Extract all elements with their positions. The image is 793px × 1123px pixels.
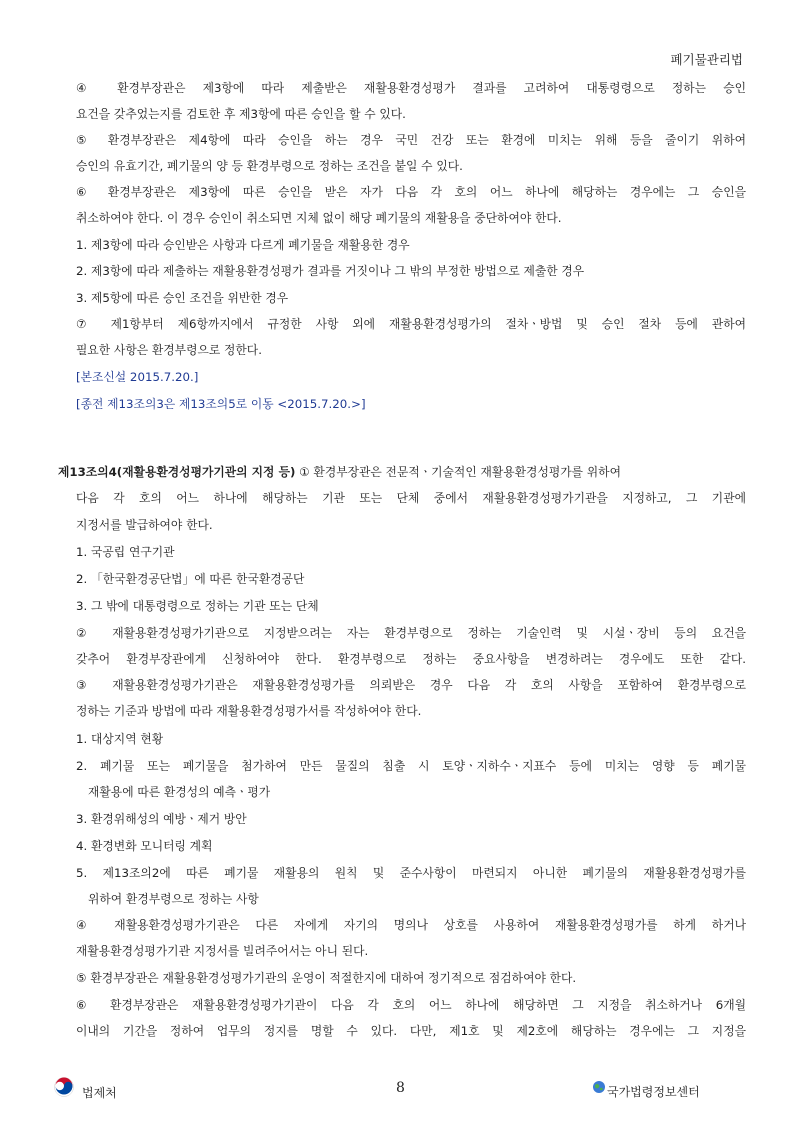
- article-item-1: 1. 국공립 연구기관: [76, 545, 175, 559]
- article-paragraph-2-line2: 갖추어 환경부장관에게 신청하여야 한다. 환경부령으로 정하는 중요사항을 변경하려는 경우에도 또한 같다.: [76, 652, 746, 666]
- paragraph-7-line1: ⑦ 제1항부터 제6항까지에서 규정한 사항 외에 재활용환경성평가의 절차ㆍ방법 및 승인 절차 등에 관하여: [76, 317, 746, 331]
- page-header: 폐기물관리법: [670, 52, 743, 67]
- page-number: 8: [396, 1080, 405, 1096]
- amendment-note-moved: [종전 제13조의3은 제13조의5로 이동 <2015.7.20.>]: [76, 397, 366, 411]
- paragraph-5-line1: ⑤ 환경부장관은 제4항에 따라 승인을 하는 경우 국민 건강 또는 환경에 미치는 위해 등을 줄이기 위하여: [76, 133, 746, 147]
- globe-icon: [592, 1080, 606, 1094]
- article-item-5-line2: 위하여 환경부령으로 정하는 사항: [88, 892, 259, 906]
- article-paragraph-3-line2: 정하는 기준과 방법에 따라 재활용환경성평가서를 작성하여야 한다.: [76, 704, 422, 718]
- article-item-3: 3. 환경위해성의 예방ㆍ제거 방안: [76, 812, 247, 826]
- article-item-4: 4. 환경변화 모니터링 계획: [76, 839, 213, 853]
- article-paragraph-6-line2: 이내의 기간을 정하여 업무의 정지를 명할 수 있다. 다만, 제1호 및 제2호에 해당하는 경우에는 그 지정을: [76, 1024, 746, 1038]
- paragraph-6-line2: 취소하여야 한다. 이 경우 승인이 취소되면 지체 없이 해당 폐기물의 재활용을 중단하여야 한다.: [76, 211, 562, 225]
- article-line: 지정서를 발급하여야 한다.: [76, 518, 213, 532]
- article-item-1: 1. 대상지역 현황: [76, 732, 164, 746]
- article-item-2: 2. 「한국환경공단법」에 따른 한국환경공단: [76, 572, 305, 586]
- article-13-4-heading: [58, 464, 746, 480]
- amendment-note-new: [본조신설 2015.7.20.]: [76, 370, 199, 384]
- paragraph-5-line2: 승인의 유효기간, 폐기물의 양 등 환경부령으로 정하는 조건을 붙일 수 있다.: [76, 159, 463, 173]
- article-item-2-line1: 2. 폐기물 또는 폐기물을 첨가하여 만든 물질의 침출 시 토양ㆍ지하수ㆍ지표수 등에 미치는 영향 등 폐기물: [76, 759, 746, 773]
- article-paragraph-6-line1: ⑥ 환경부장관은 재활용환경성평가기관이 다음 각 호의 어느 하나에 해당하면 그 지정을 취소하거나 6개월: [76, 998, 746, 1012]
- article-paragraph-2-line1: ② 재활용환경성평가기관으로 지정받으려는 자는 환경부령으로 정하는 기술인력 및 시설ㆍ장비 등의 요건을: [76, 626, 746, 640]
- paragraph-6-line1: ⑥ 환경부장관은 제3항에 따른 승인을 받은 자가 다음 각 호의 어느 하나에 해당하는 경우에는 그 승인을: [76, 185, 746, 199]
- article-line: 다음 각 호의 어느 하나에 해당하는 기관 또는 단체 중에서 재활용환경성평가기관을 지정하고, 그 기관에: [76, 491, 746, 505]
- item-2: 2. 제3항에 따라 제출하는 재활용환경성평가 결과를 거짓이나 그 밖의 부정한 방법으로 제출한 경우: [76, 264, 585, 278]
- article-item-3: 3. 그 밖에 대통령령으로 정하는 기관 또는 단체: [76, 599, 319, 613]
- footer-ministry-name: 법제처: [82, 1086, 117, 1100]
- footer-center-name: 국가법령정보센터: [607, 1085, 700, 1099]
- paragraph-4-line2: 요건을 갖추었는지를 검토한 후 제3항에 따른 승인을 할 수 있다.: [76, 107, 406, 121]
- item-1: 1. 제3항에 따라 승인받은 사항과 다르게 폐기물을 재활용한 경우: [76, 238, 410, 252]
- article-paragraph-3-line1: ③ 재활용환경성평가기관은 재활용환경성평가를 의뢰받은 경우 다음 각 호의 사항을 포함하여 환경부령으로: [76, 678, 746, 692]
- korea-government-emblem-icon: [54, 1077, 74, 1097]
- article-paragraph-5: ⑤ 환경부장관은 재활용환경성평가기관의 운영이 적절한지에 대하여 정기적으로 점검하여야 한다.: [76, 971, 577, 985]
- article-first-line: ① 환경부장관은 전문적ㆍ기술적인 재활용환경성평가를 위하여: [295, 465, 621, 479]
- paragraph-4-line1: ④ 환경부장관은 제3항에 따라 제출받은 재활용환경성평가 결과를 고려하여 대통령령으로 정하는 승인: [76, 81, 746, 95]
- article-item-2-line2: 재활용에 따른 환경성의 예측ㆍ평가: [88, 785, 271, 799]
- article-paragraph-4-line2: 재활용환경성평가기관 지정서를 빌려주어서는 아니 된다.: [76, 944, 369, 958]
- paragraph-7-line2: 필요한 사항은 환경부령으로 정한다.: [76, 343, 262, 357]
- article-title: 제13조의4(재활용환경성평가기관의 지정 등): [58, 465, 296, 479]
- article-item-5-line1: 5. 제13조의2에 따른 폐기물 재활용의 원칙 및 준수사항이 마련되지 아니한 폐기물의 재활용환경성평가를: [76, 866, 746, 880]
- article-paragraph-4-line1: ④ 재활용환경성평가기관은 다른 자에게 자기의 명의나 상호를 사용하여 재활용환경성평가를 하게 하거나: [76, 918, 746, 932]
- item-3: 3. 제5항에 따른 승인 조건을 위반한 경우: [76, 291, 289, 305]
